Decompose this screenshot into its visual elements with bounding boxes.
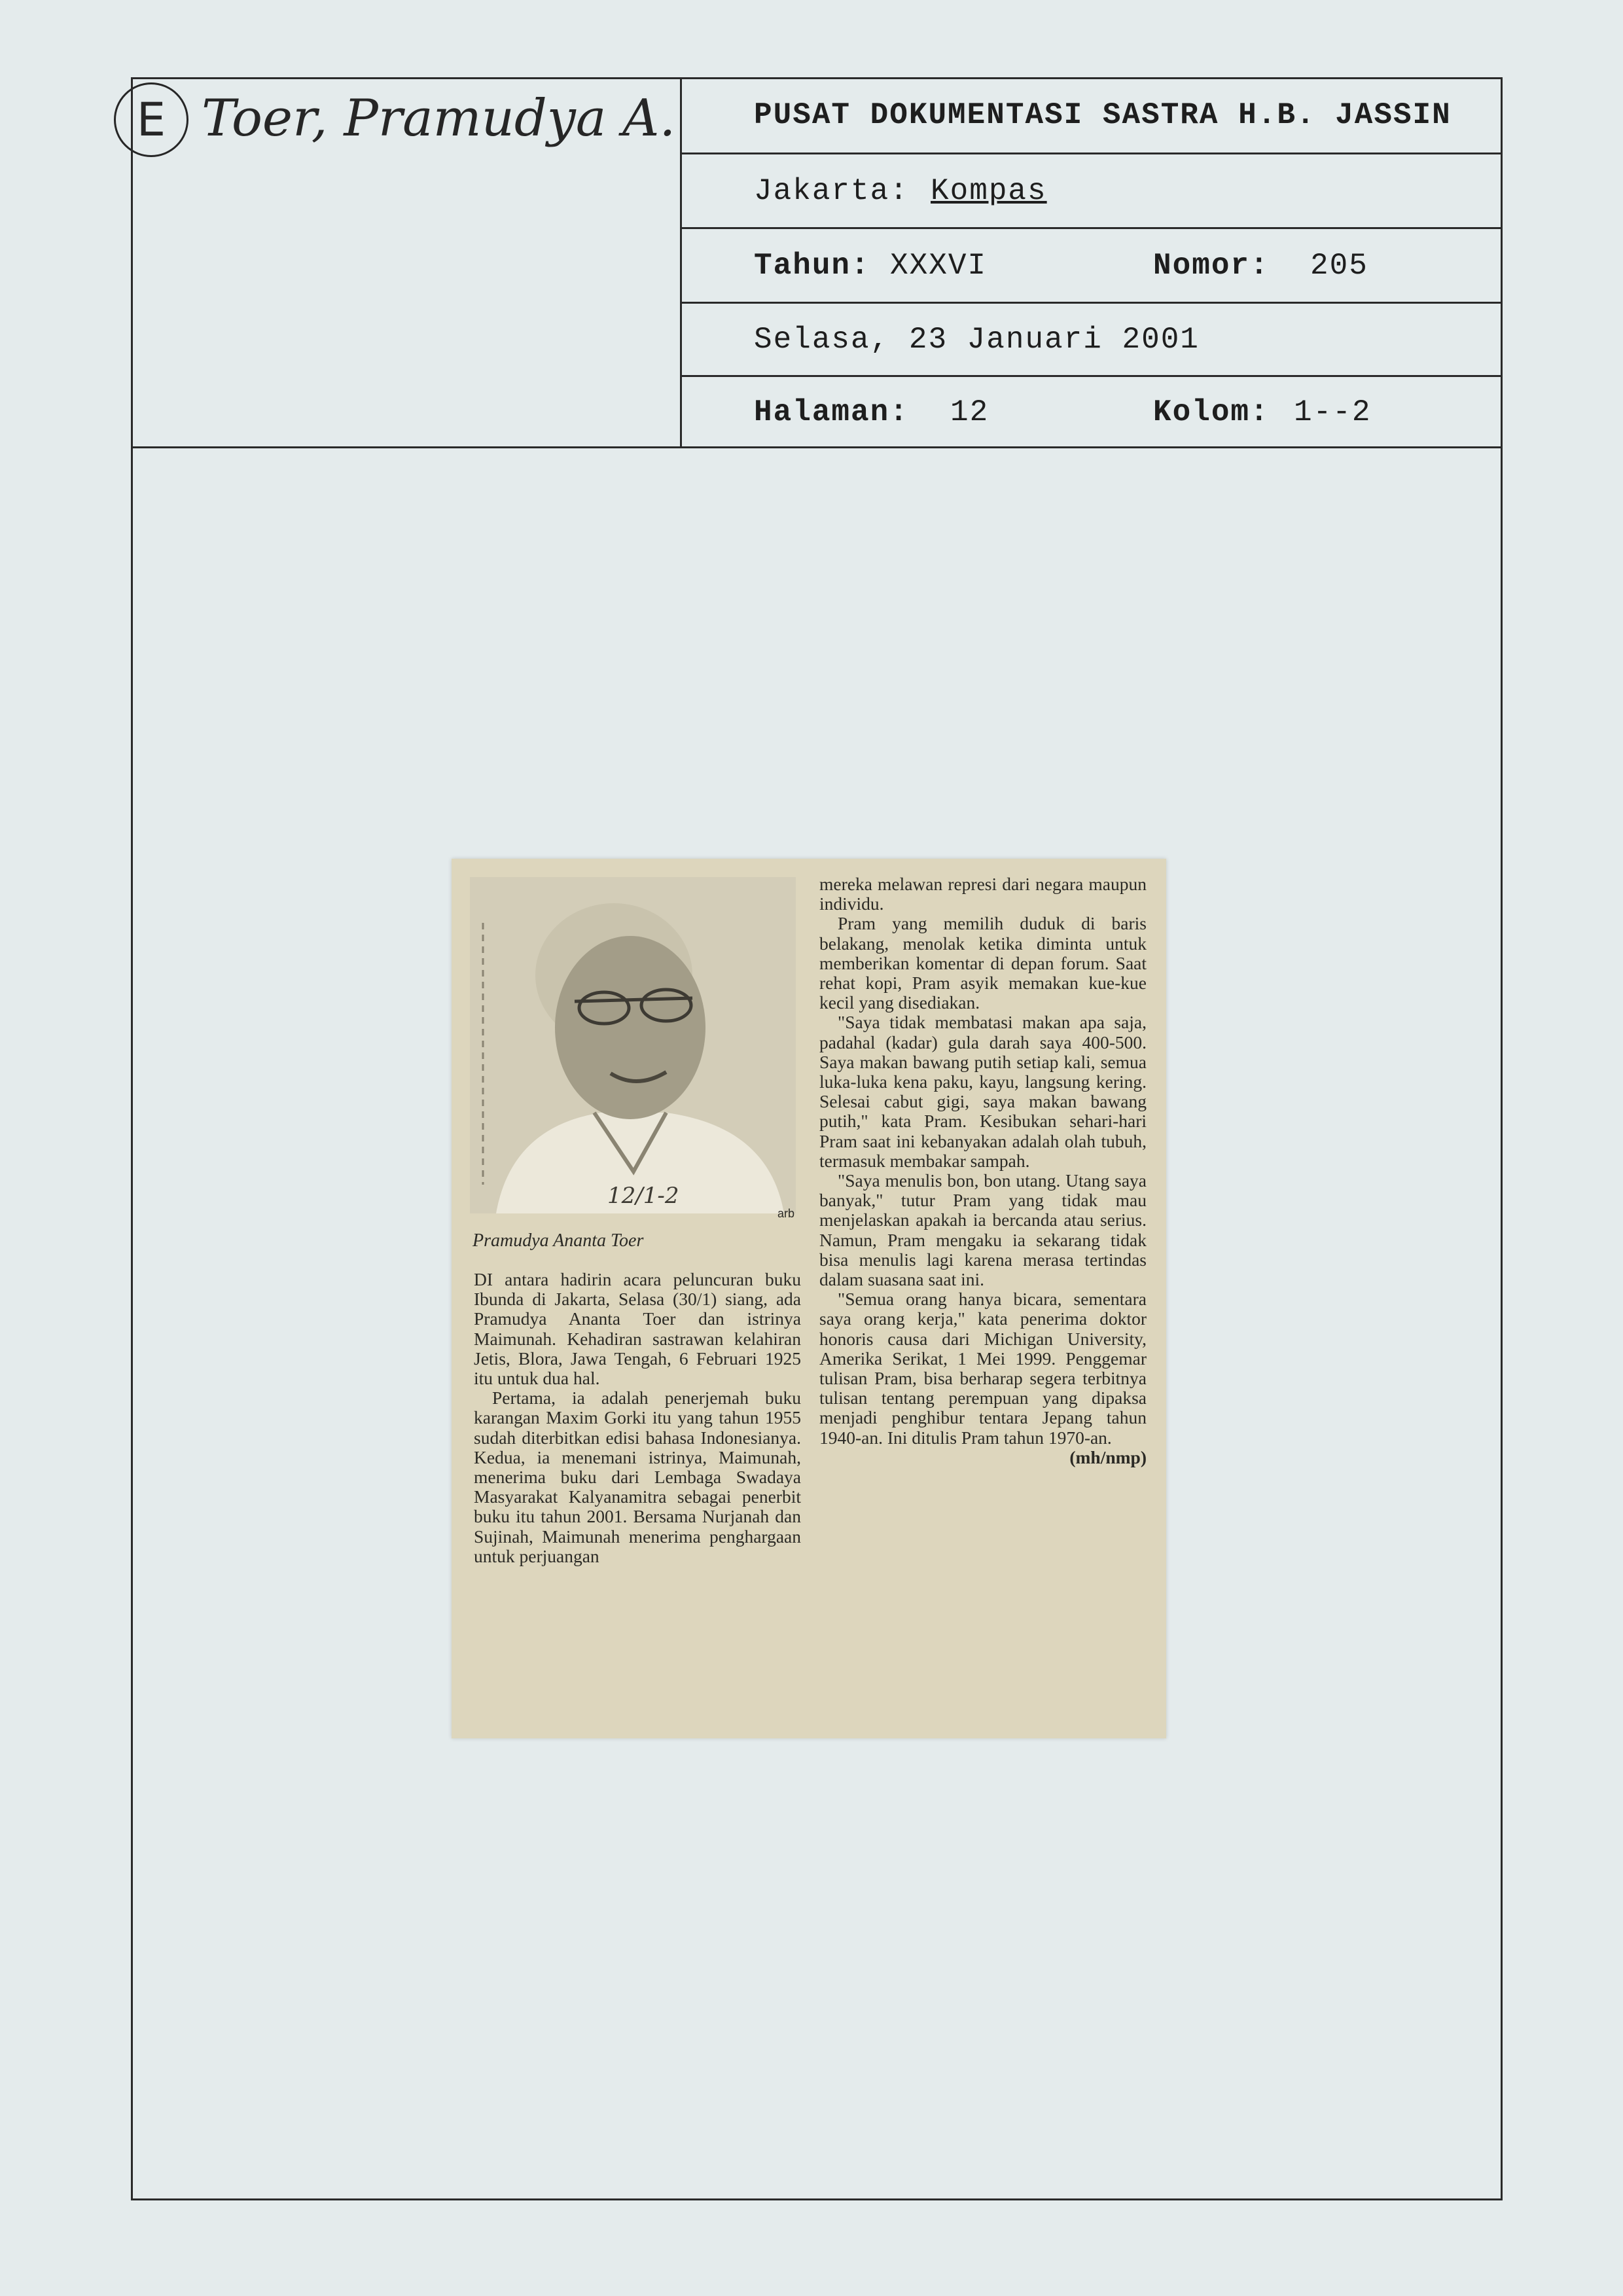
handwritten-name: Toer, Pramudya A. bbox=[202, 89, 676, 148]
portrait-photo bbox=[470, 877, 796, 1213]
number-label: Nomor: bbox=[1153, 248, 1270, 283]
header-row-issue bbox=[682, 229, 1503, 304]
column-value: 1--2 bbox=[1294, 395, 1372, 429]
header-row-date bbox=[682, 304, 1503, 377]
year-label: Tahun: bbox=[754, 248, 870, 283]
article-paragraph: DI antara hadirin acara peluncuran buku Ibunda di Jakarta, Selasa (30/1) siang, ada Pramudya Ananta Toer dan istrinya Maimunah. Kehadiran sastrawan kelahiran Jetis, Blora, Jawa Tengah, 6 Februari 1925 itu untuk dua hal. bbox=[474, 1269, 801, 1389]
publication-name: Kompas bbox=[931, 173, 1047, 208]
page-label: Halaman: bbox=[754, 395, 909, 429]
number-value: 205 bbox=[1310, 248, 1368, 283]
article-column-1 bbox=[474, 1270, 801, 1566]
publication-date: Selasa, 23 Januari 2001 bbox=[754, 322, 1200, 357]
year-value: XXXVI bbox=[890, 248, 988, 283]
portrait-illustration bbox=[470, 877, 796, 1213]
article-signature: (mh/nmp) bbox=[1069, 1446, 1147, 1467]
column-label: Kolom: bbox=[1153, 395, 1270, 429]
article-paragraph: "Saya tidak membatasi makan apa saja, padahal (kadar) gula darah saya 400-500. Saya makan bawang putih setiap kali, semua luka-luka kena paku, kayu, langsung kering. Selesai cabut gigi, saya makan bawang putih," kata Pram. Kesibukan sehari-hari Pram saat ini kebanyakan adalah olah tubuh, termasuk membakar sampah. bbox=[819, 1012, 1147, 1171]
photo-annotation: 12/1-2 bbox=[607, 1183, 679, 1209]
article-column-2 bbox=[819, 874, 1147, 1467]
header-row-page bbox=[682, 377, 1503, 448]
header-row-institution bbox=[682, 77, 1503, 154]
header-left-cell bbox=[131, 77, 682, 448]
article-paragraph: Pram yang memilih duduk di baris belakang, menolak ketika diminta untuk memberikan komentar di depan forum. Saat rehat kopi, Pram asyik memakan kue-kue kecil yang disediakan. bbox=[819, 913, 1147, 1013]
city-label: Jakarta: bbox=[754, 173, 909, 208]
photo-credit: arb bbox=[777, 1207, 795, 1220]
circled-letter: E bbox=[114, 82, 188, 157]
article-paragraph: Pertama, ia adalah penerjemah buku karangan Maxim Gorki itu yang tahun 1955 sudah diterbitkan edisi bahasa Indonesianya. Kedua, ia menemani istrinya, Maimunah, menerima buku dari Lembaga Swadaya Masyarakat Kalyanamitra sebagai penerbit buku itu tahun 2001. Bersama Nurjanah dan Sujinah, Maimunah menerima penghargaan untuk perjuangan bbox=[474, 1388, 801, 1566]
institution-name: PUSAT DOKUMENTASI SASTRA H.B. JASSIN bbox=[754, 98, 1452, 132]
header-row-publication bbox=[682, 154, 1503, 229]
photo-caption: Pramudya Ananta Toer bbox=[473, 1230, 644, 1251]
article-paragraph: "Semua orang hanya bicara, sementara saya orang kerja," kata penerima doktor honoris causa dari Michigan University, Amerika Serikat, 1 Mei 1999. Penggemar tulisan Pram, bisa berharap segera terbitnya tulisan tentang perempuan yang dipaksa menjadi penghibur tentara Jepang tahun 1940-an. Ini ditulis Pram tahun 1970-an. bbox=[819, 1289, 1147, 1448]
article-signature-line bbox=[819, 1448, 1147, 1467]
newspaper-clipping bbox=[452, 859, 1166, 1738]
article-paragraph: "Saya menulis bon, bon utang. Utang saya banyak," tutur Pram yang tidak mau menjelaskan apakah ia bercanda atau serius. Namun, Pram mengaku ia sekarang tidak bisa menulis lagi karena merasa tertindas dalam suasana saat ini. bbox=[819, 1170, 1147, 1290]
page-value: 12 bbox=[950, 395, 990, 429]
article-paragraph: mereka melawan represi dari negara maupun individu. bbox=[819, 874, 1147, 914]
